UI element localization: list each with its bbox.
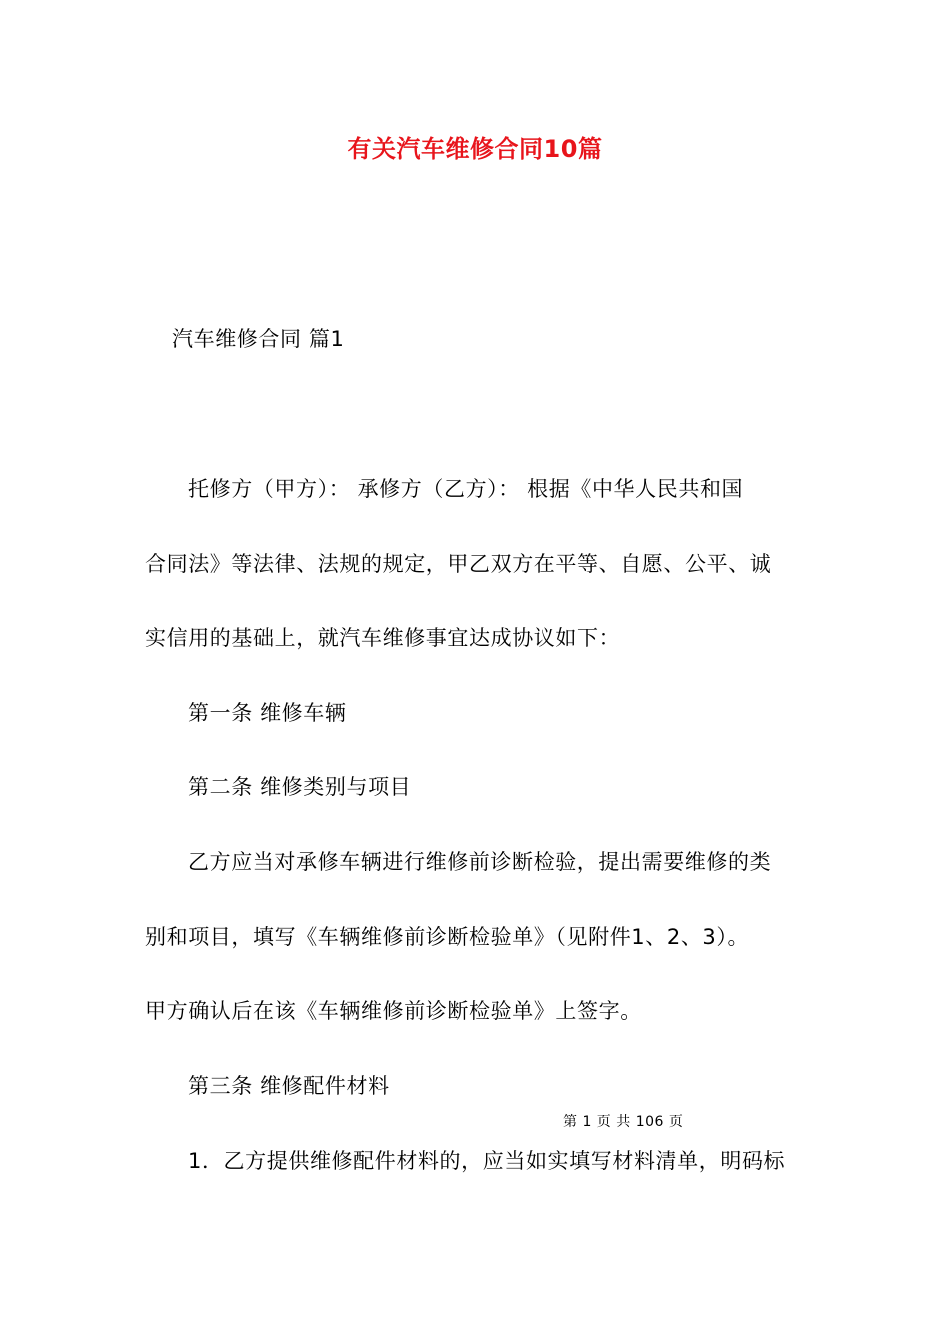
- paragraph-line: 实信用的基础上，就汽车维修事宜达成协议如下：: [145, 626, 621, 650]
- paragraph-line: 乙方应当对承修车辆进行维修前诊断检验，提出需要维修的类: [188, 850, 772, 874]
- section-heading: 汽车维修合同 篇1: [172, 327, 345, 351]
- paragraph-line: 合同法》等法律、法规的规定，甲乙双方在平等、自愿、公平、诚: [145, 552, 772, 576]
- document-title: 有关汽车维修合同10篇: [347, 135, 603, 163]
- paragraph-line: 托修方（甲方）： 承修方（乙方）： 根据《中华人民共和国: [188, 477, 744, 501]
- article-heading: 第三条 维修配件材料: [188, 1074, 390, 1098]
- paragraph-line: 甲方确认后在该《车辆维修前诊断检验单》上签字。: [145, 999, 642, 1023]
- paragraph-line: 1．乙方提供维修配件材料的，应当如实填写材料清单，明码标: [188, 1149, 786, 1173]
- paragraph-line: 别和项目，填写《车辆维修前诊断检验单》（见附件1、2、3）。: [145, 925, 750, 949]
- article-heading: 第一条 维修车辆: [188, 701, 347, 725]
- page-footer: 第 1 页 共 106 页: [563, 1114, 684, 1130]
- article-heading: 第二条 维修类别与项目: [188, 775, 412, 799]
